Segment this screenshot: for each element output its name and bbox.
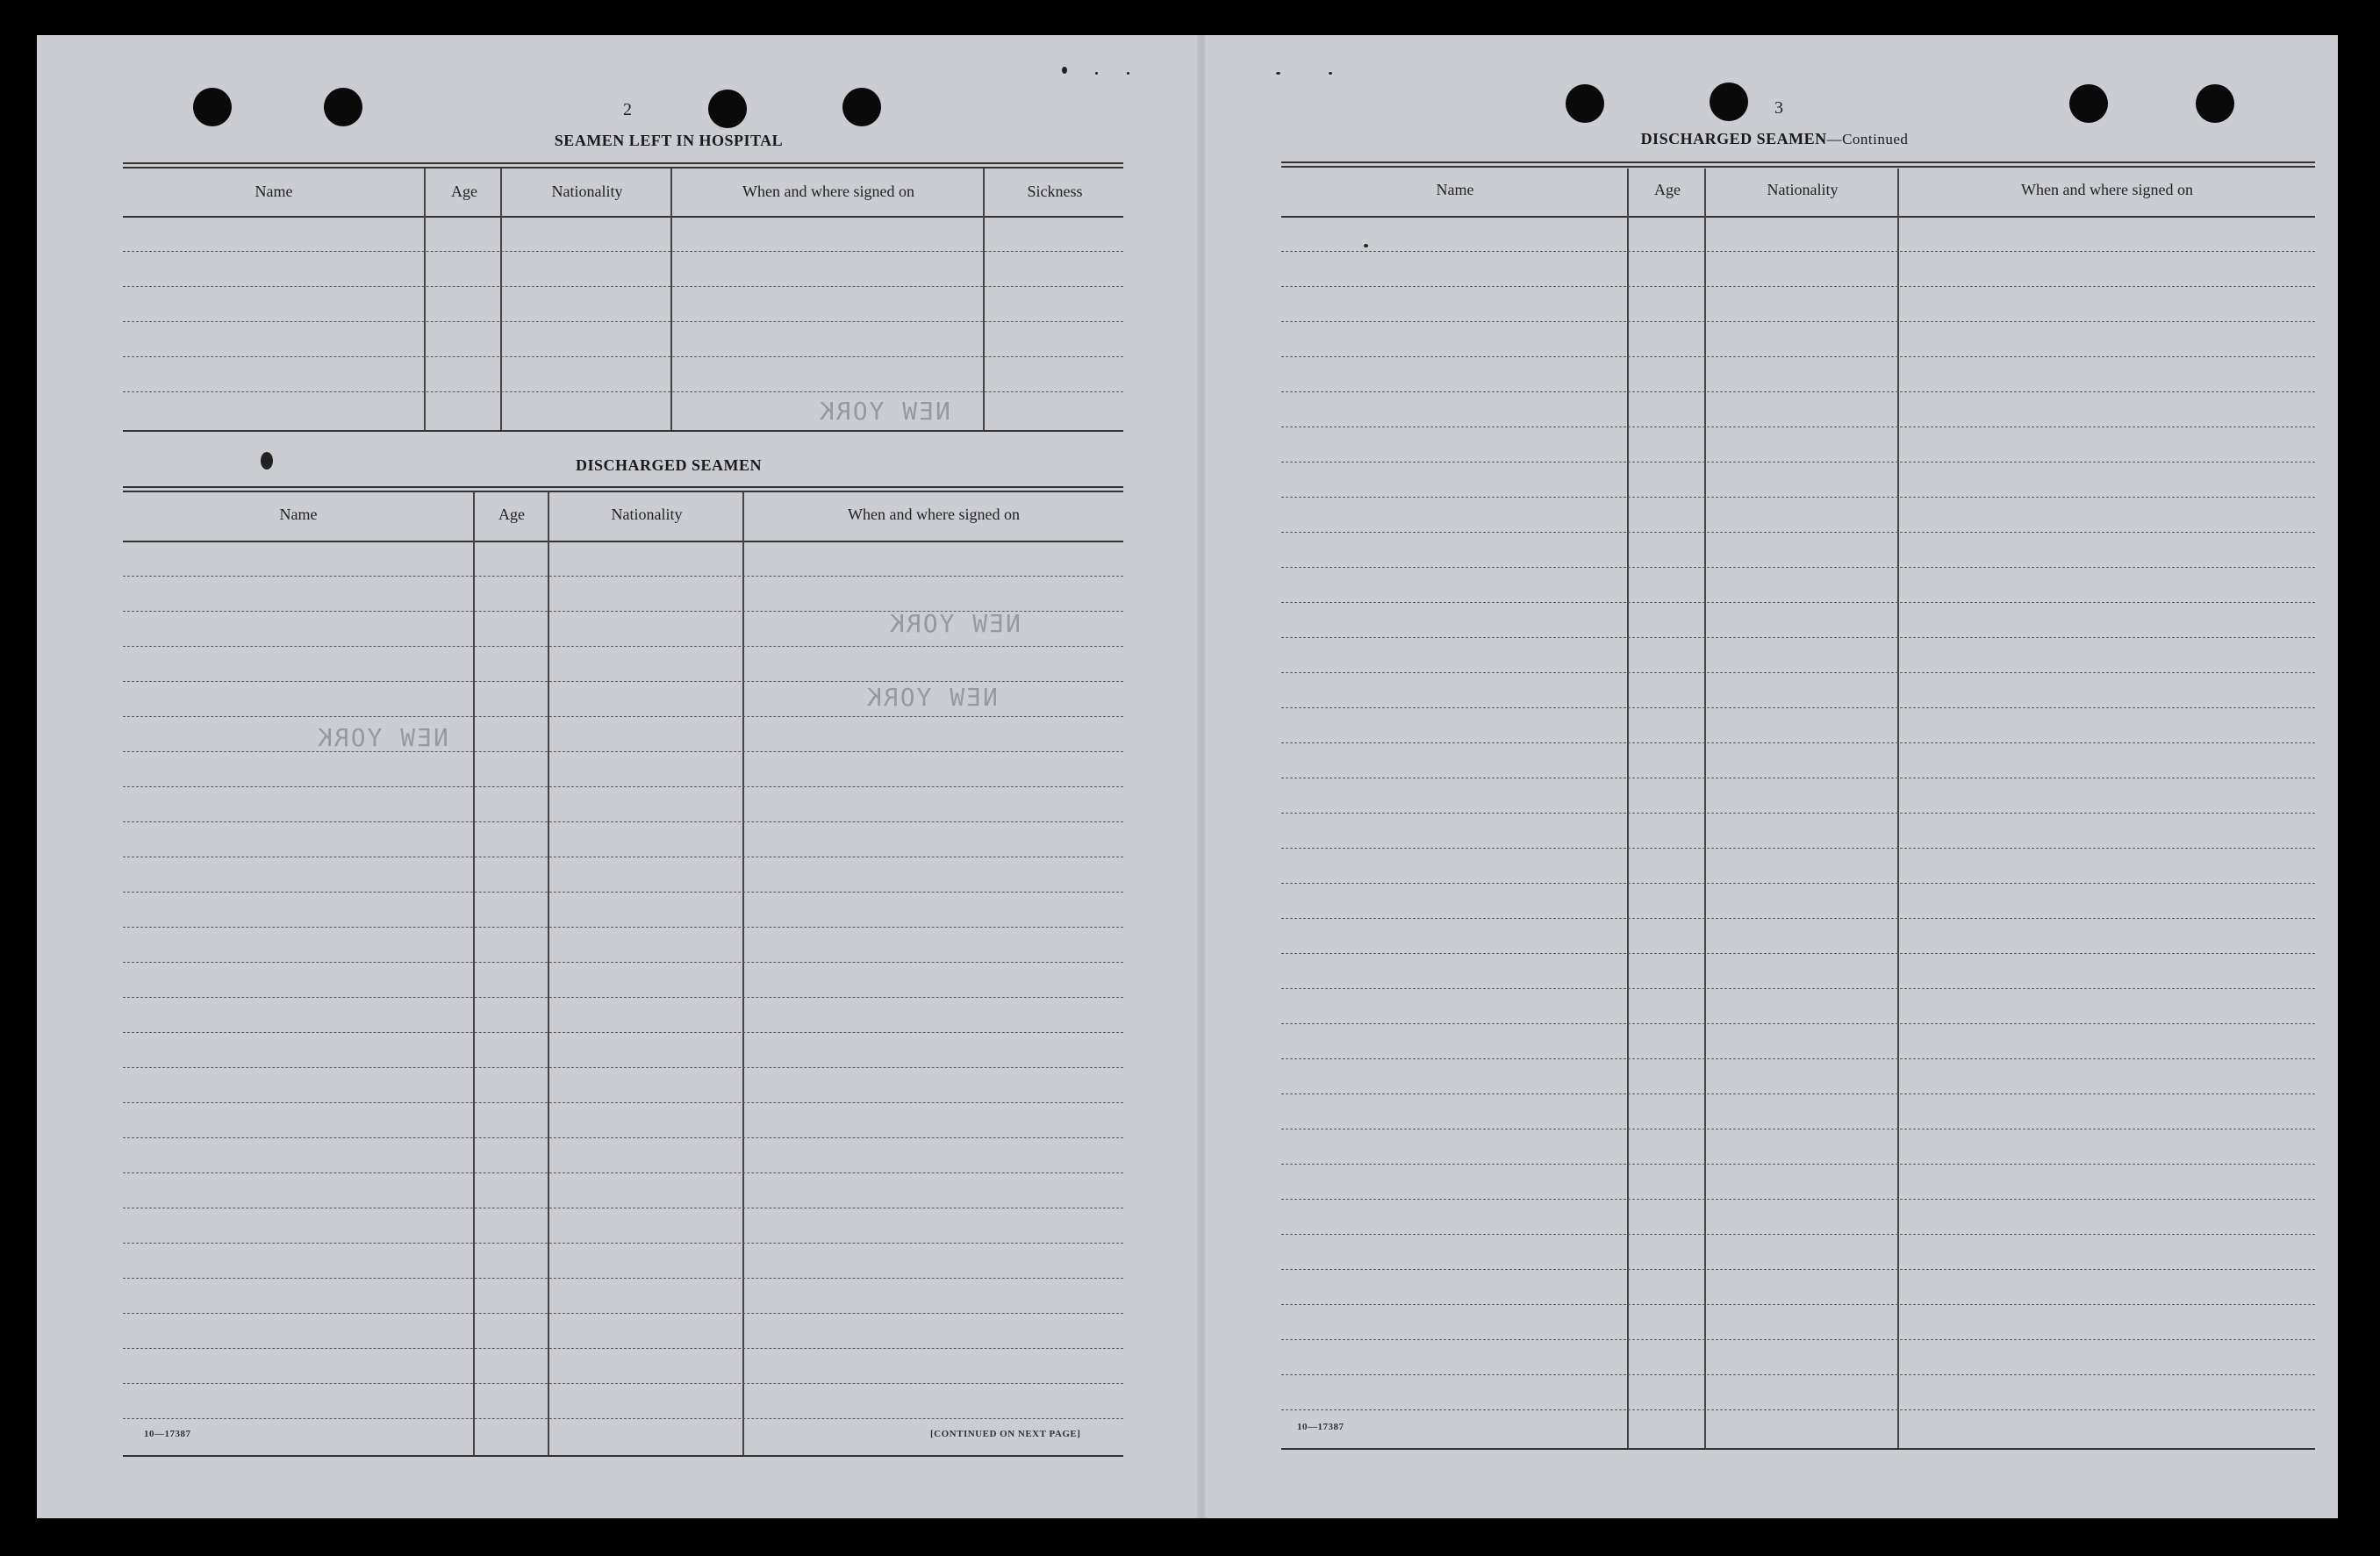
- punch-hole: [708, 90, 747, 128]
- entry-row: [1281, 953, 2315, 954]
- bleed-through-stamp: NEW YORK: [865, 683, 998, 712]
- section-rule: [123, 430, 1123, 432]
- entry-row: [1281, 1339, 2315, 1340]
- entry-row: [123, 1243, 1123, 1244]
- column-header-nationality: Nationality: [611, 506, 683, 523]
- ink-speck: [1364, 244, 1368, 247]
- bleed-through-stamp: NEW YORK: [316, 723, 448, 752]
- column-header-signed-on: When and where signed on: [742, 183, 914, 200]
- hospital-section-title: SEAMEN LEFT IN HOSPITAL: [554, 132, 784, 149]
- header-rule: [123, 216, 1123, 218]
- entry-row: [1281, 391, 2315, 392]
- entry-row: [123, 1348, 1123, 1349]
- entry-row: [123, 1032, 1123, 1033]
- entry-row: [1281, 1164, 2315, 1165]
- entry-row: [1281, 321, 2315, 322]
- continued-note: [CONTINUED ON NEXT PAGE]: [930, 1429, 1081, 1439]
- entry-row: [123, 751, 1123, 752]
- entry-row: [1281, 1374, 2315, 1375]
- punch-hole: [1566, 84, 1604, 123]
- entry-row: [123, 286, 1123, 287]
- entry-row: [123, 997, 1123, 998]
- entry-row: [1281, 1058, 2315, 1059]
- bleed-through-stamp: NEW YORK: [818, 397, 950, 426]
- document-sheet: [37, 35, 2338, 1518]
- entry-row: [1281, 1234, 2315, 1235]
- entry-row: [1281, 988, 2315, 989]
- entry-row: [1281, 707, 2315, 708]
- column-header-nationality: Nationality: [551, 183, 623, 200]
- entry-row: [123, 927, 1123, 928]
- discharged-continued-title: [1459, 130, 2090, 148]
- entry-row: [1281, 1409, 2315, 1410]
- column-header-name: Name: [254, 183, 293, 200]
- column-divider: [742, 491, 744, 1457]
- punch-hole: [1710, 82, 1748, 121]
- entry-row: [123, 892, 1123, 893]
- punch-hole: [193, 88, 232, 126]
- entry-row: [123, 1313, 1123, 1314]
- column-divider: [1897, 169, 1899, 1450]
- entry-row: [1281, 602, 2315, 603]
- entry-row: [1281, 567, 2315, 568]
- section-rule: [123, 162, 1123, 169]
- column-header-age: Age: [451, 183, 477, 200]
- entry-row: [123, 321, 1123, 322]
- entry-row: [1281, 532, 2315, 533]
- column-header-age: Age: [498, 506, 525, 523]
- form-number: 10—17387: [1297, 1422, 1344, 1432]
- title-text: DISCHARGED SEAMEN: [1640, 130, 1827, 147]
- section-rule: [1281, 161, 2315, 168]
- ink-speck: [1127, 72, 1129, 75]
- entry-row: [1281, 497, 2315, 498]
- form-number: 10—17387: [144, 1429, 191, 1439]
- entry-row: [1281, 286, 2315, 287]
- entry-row: [123, 1383, 1123, 1384]
- entry-row: [1281, 813, 2315, 814]
- header-rule: [123, 541, 1123, 542]
- entry-row: [1281, 356, 2315, 357]
- punch-hole: [2069, 84, 2108, 123]
- page-number: 2: [623, 100, 632, 119]
- punch-hole: [842, 88, 881, 126]
- entry-row: [123, 786, 1123, 787]
- column-header-sickness: Sickness: [1027, 183, 1083, 200]
- entry-row: [123, 1418, 1123, 1419]
- section-rule: [123, 486, 1123, 492]
- ink-speck: [1276, 72, 1280, 75]
- column-divider: [473, 491, 475, 1457]
- header-rule: [1281, 216, 2315, 218]
- entry-row: [1281, 1304, 2315, 1305]
- entry-row: [123, 391, 1123, 392]
- ink-speck: [1062, 67, 1067, 74]
- entry-row: [1281, 742, 2315, 743]
- discharged-section-title: DISCHARGED SEAMEN: [575, 456, 763, 474]
- page-number: 3: [1774, 98, 1783, 118]
- column-divider: [1627, 169, 1629, 1450]
- entry-row: [1281, 848, 2315, 849]
- bottom-rule: [1281, 1448, 2315, 1450]
- entry-row: [123, 576, 1123, 577]
- entry-row: [1281, 637, 2315, 638]
- bleed-through-stamp: NEW YORK: [888, 609, 1021, 638]
- page-gutter: [1197, 35, 1206, 1518]
- ink-speck: [1095, 72, 1098, 75]
- bottom-rule: [123, 1455, 1123, 1457]
- entry-row: [1281, 1269, 2315, 1270]
- title-suffix: —Continued: [1826, 131, 1909, 147]
- entry-row: [123, 1102, 1123, 1103]
- entry-row: [123, 1278, 1123, 1279]
- entry-row: [1281, 883, 2315, 884]
- column-header-name: Name: [1436, 181, 1474, 198]
- entry-row: [123, 681, 1123, 682]
- column-header-signed-on: When and where signed on: [2021, 181, 2193, 198]
- column-divider: [1704, 169, 1706, 1450]
- entry-row: [123, 821, 1123, 822]
- ink-speck: [261, 452, 273, 470]
- entry-row: [123, 251, 1123, 252]
- entry-row: [123, 1137, 1123, 1138]
- entry-row: [123, 356, 1123, 357]
- entry-row: [123, 1172, 1123, 1173]
- entry-row: [123, 646, 1123, 647]
- entry-row: [1281, 672, 2315, 673]
- column-header-nationality: Nationality: [1767, 181, 1839, 198]
- entry-row: [1281, 251, 2315, 252]
- column-header-age: Age: [1654, 181, 1681, 198]
- punch-hole: [2196, 84, 2234, 123]
- column-header-signed-on: When and where signed on: [848, 506, 1020, 523]
- column-header-name: Name: [279, 506, 318, 523]
- entry-row: [123, 962, 1123, 963]
- entry-row: [1281, 918, 2315, 919]
- punch-hole: [324, 88, 362, 126]
- column-divider: [548, 491, 549, 1457]
- entry-row: [123, 716, 1123, 717]
- entry-row: [1281, 1199, 2315, 1200]
- ink-speck: [1329, 72, 1332, 75]
- entry-row: [1281, 1023, 2315, 1024]
- entry-row: [123, 1067, 1123, 1068]
